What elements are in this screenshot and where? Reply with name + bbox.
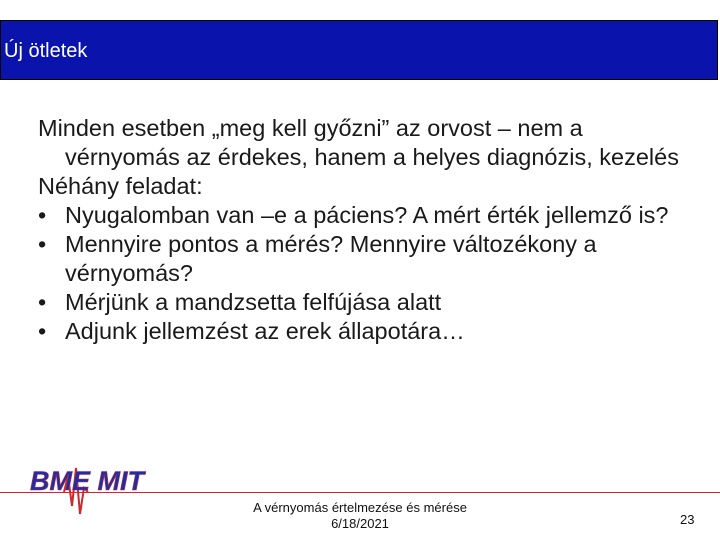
bullet-item bbox=[38, 201, 688, 230]
footer-date: 6/18/2021 bbox=[331, 516, 389, 531]
bullet-text: Mennyire pontos a mérés? Mennyire változékony a vérnyomás? bbox=[65, 231, 597, 286]
slide-title: Új ötletek bbox=[4, 40, 88, 62]
bullet-icon: • bbox=[38, 231, 47, 257]
presentation-title: A vérnyomás értelmezése és mérése bbox=[253, 500, 467, 515]
bullet-icon: • bbox=[38, 202, 47, 228]
page-number: 23 bbox=[680, 512, 695, 527]
bullet-item bbox=[38, 317, 688, 346]
slide-body bbox=[38, 114, 688, 346]
title-bar bbox=[0, 20, 718, 80]
bullet-text: Adjunk jellemzést az erek állapotára… bbox=[65, 318, 465, 344]
bullet-icon: • bbox=[38, 289, 47, 315]
intro-paragraph: Minden esetben „meg kell győzni” az orvost – nem a vérnyomás az érdekes, hanem a helyes diagnózis, kezelés bbox=[38, 115, 679, 170]
bullet-item bbox=[38, 230, 688, 288]
logo-text: BME MIT bbox=[30, 466, 144, 496]
subheading: Néhány feladat: bbox=[38, 173, 203, 199]
bme-mit-logo bbox=[26, 454, 158, 518]
bullet-icon: • bbox=[38, 318, 47, 344]
bullet-text: Mérjünk a mandzsetta felfújása alatt bbox=[65, 289, 442, 315]
footer-center bbox=[230, 500, 490, 532]
bullet-item bbox=[38, 288, 688, 317]
bullet-text: Nyugalomban van –e a páciens? A mért érték jellemző is? bbox=[65, 202, 669, 228]
